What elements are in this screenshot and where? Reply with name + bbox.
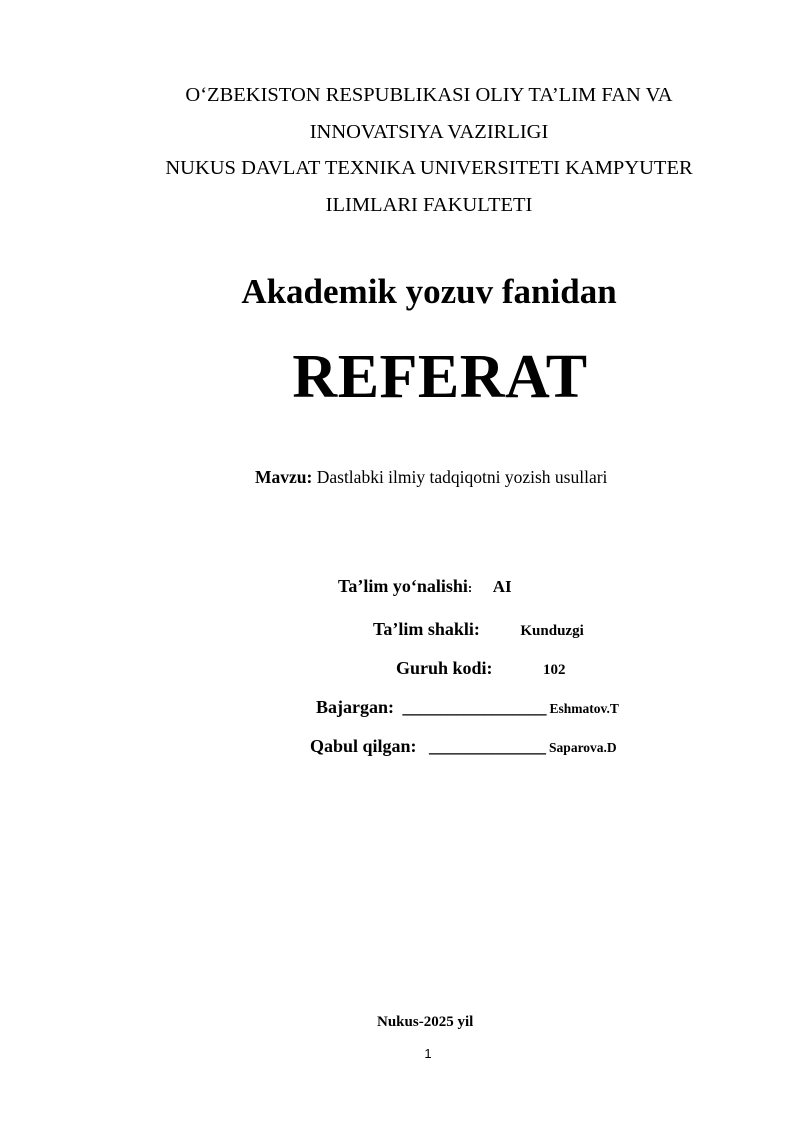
education-direction-row — [338, 576, 512, 597]
ministry-line-1: O‘ZBEKISTON RESPUBLIKASI OLIY TA’LIM FAN VA — [185, 84, 673, 106]
university-line-1: NUKUS DAVLAT TEXNIKA UNIVERSITETI KAMPYUTER — [165, 157, 693, 179]
topic-label: Mavzu: — [255, 467, 313, 487]
completed-by-value: Eshmatov.T — [549, 701, 619, 716]
education-form-row — [373, 619, 584, 640]
ministry-line-2: INNOVATSIYA VAZIRLIGI — [309, 121, 549, 143]
accepted-by-row — [310, 736, 617, 757]
accepted-by-value: Saparova.D — [549, 740, 617, 755]
education-form-label: Ta’lim shakli: — [373, 619, 480, 639]
education-direction-colon: : — [467, 580, 473, 595]
document-type-title: REFERAT — [292, 343, 588, 411]
completed-by-row — [316, 697, 619, 718]
education-direction-value: AI — [492, 577, 512, 596]
topic-value: Dastlabki ilmiy tadqiqotni yozish usullari — [316, 467, 608, 487]
page-number: 1 — [424, 1046, 432, 1061]
city-year: Nukus-2025 yil — [377, 1014, 474, 1030]
education-direction-label: Ta’lim yo‘nalishi — [338, 576, 468, 596]
accepted-by-label: Qabul qilgan: — [310, 736, 417, 756]
completed-by-signature-line: ________________ — [402, 697, 547, 717]
topic-row — [255, 467, 607, 488]
accepted-by-signature-line: _____________ — [429, 736, 547, 756]
group-code-row — [396, 658, 566, 679]
education-form-value: Kunduzgi — [520, 623, 584, 639]
group-code-value: 102 — [543, 662, 566, 678]
university-line-2: ILIMLARI FAKULTETI — [325, 194, 533, 216]
completed-by-label: Bajargan: — [316, 697, 394, 717]
subject-title: Akademik yozuv fanidan — [241, 272, 617, 311]
group-code-label: Guruh kodi: — [396, 658, 493, 678]
